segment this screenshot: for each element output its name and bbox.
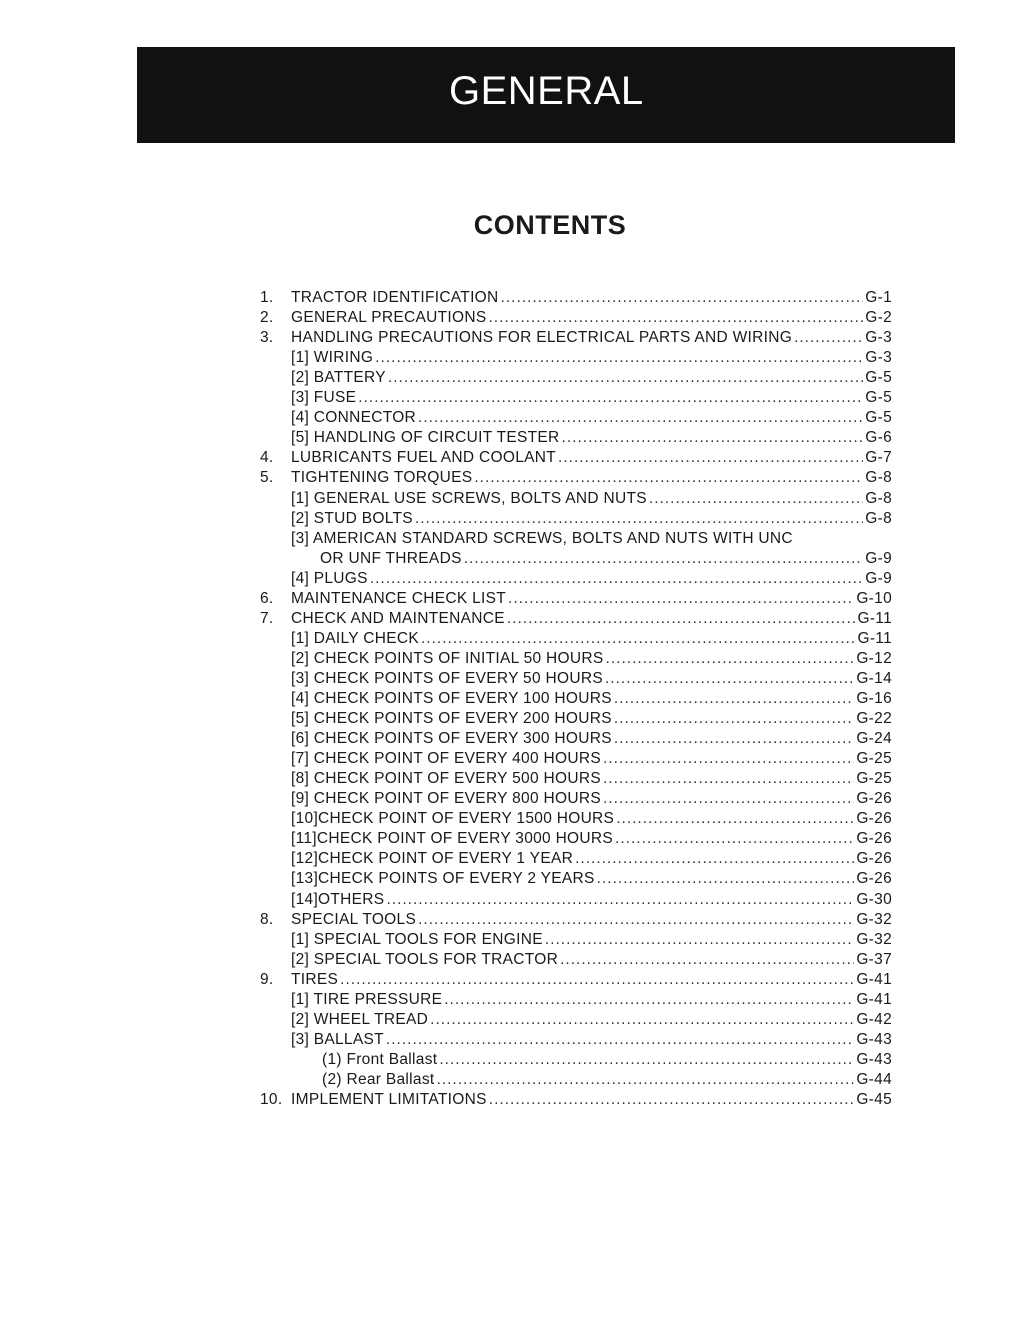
toc-entry-label: [10]CHECK POINT OF EVERY 1500 HOURS [291,810,615,828]
toc-leader-dots [489,1090,855,1110]
toc-entry-number: 3. [260,329,274,347]
toc-leader-dots [794,328,863,348]
toc-entry-label: [1] TIRE PRESSURE [291,990,443,1008]
contents-heading: CONTENTS [473,210,627,240]
toc-entry-label: TIGHTENING TORQUES [291,469,473,487]
toc-leader-dots [575,849,854,869]
toc-leader-dots [464,549,864,569]
toc-leader-dots [616,809,854,829]
toc-entry-page: G-26 [856,810,892,828]
toc-entry-page: G-26 [856,870,892,888]
toc-entry-label: [2] STUD BOLTS [291,509,413,527]
toc-entry-number: 9. [260,970,274,988]
toc-entry[interactable] [0,489,1024,509]
toc-entry-page: G-3 [865,349,892,367]
toc-leader-dots [603,789,854,809]
toc-leader-dots [606,649,855,669]
toc-entry-page: G-41 [856,990,892,1008]
toc-entry[interactable] [0,609,1024,629]
toc-entry[interactable] [0,308,1024,328]
toc-entry-page: G-43 [856,1030,892,1048]
toc-entry[interactable] [0,970,1024,990]
toc-leader-dots [444,990,854,1010]
toc-entry-page: G-1 [865,289,892,306]
toc-entry-label: SPECIAL TOOLS [291,910,417,928]
toc-entry-page: G-25 [856,750,892,768]
toc-leader-dots [388,368,863,388]
toc-entry[interactable] [0,1070,1024,1090]
toc-entry-label: IMPLEMENT LIMITATIONS [291,1091,487,1108]
toc-entry[interactable] [0,890,1024,910]
toc-entry-number: 6. [260,589,274,607]
toc-entry-label: [8] CHECK POINT OF EVERY 500 HOURS [291,770,601,788]
toc-entry[interactable] [0,328,1024,348]
toc-leader-dots [375,348,863,368]
toc-entry-label: [2] CHECK POINTS OF INITIAL 50 HOURS [291,649,604,667]
toc-entry[interactable] [0,829,1024,849]
toc-entry-page: G-22 [856,710,892,728]
toc-leader-dots [560,950,854,970]
toc-entry-label: [1] WIRING [291,349,374,367]
toc-entry-number: 10. [260,1091,283,1108]
toc-entry-page: G-6 [865,429,892,447]
toc-entry-label: [9] CHECK POINT OF EVERY 800 HOURS [291,790,601,808]
toc-entry[interactable] [0,468,1024,488]
toc-entry[interactable] [0,1050,1024,1070]
toc-entry[interactable] [0,910,1024,930]
toc-entry-page: G-3 [865,329,892,347]
toc-entry-label: (1) Front Ballast [322,1050,438,1068]
toc-leader-dots [507,609,856,629]
toc-entry-page: G-26 [856,830,892,848]
toc-entry-number: 7. [260,609,274,627]
toc-entry-number: 4. [260,449,274,467]
toc-leader-dots [597,869,855,889]
toc-entry[interactable] [0,849,1024,869]
toc-entry-label: [3] FUSE [291,389,357,407]
toc-entry-page: G-11 [857,629,892,647]
toc-entry-number: 5. [260,469,274,487]
toc-leader-dots [614,729,854,749]
toc-entry[interactable] [0,448,1024,468]
toc-leader-dots [474,468,863,488]
toc-entry-label: [3] BALLAST [291,1030,384,1048]
toc-leader-dots [418,910,854,930]
toc-entry-page: G-8 [865,509,892,527]
toc-entry-label: TRACTOR IDENTIFICATION [291,289,499,306]
toc-entry[interactable] [0,689,1024,709]
toc-entry-label: [13]CHECK POINTS OF EVERY 2 YEARS [291,870,595,888]
toc-entry-label: [3] AMERICAN STANDARD SCREWS, BOLTS AND NUTS WITH UNC [291,529,793,547]
toc-entry-page: G-32 [856,910,892,928]
toc-entry-label: [1] DAILY CHECK [291,629,419,647]
toc-entry-page: G-42 [856,1010,892,1028]
toc-entry-label: [6] CHECK POINTS OF EVERY 300 HOURS [291,730,612,748]
toc-leader-dots [603,749,854,769]
toc-entry[interactable] [0,769,1024,789]
toc-entry-page: G-26 [856,790,892,808]
toc-entry-label: MAINTENANCE CHECK LIST [291,589,507,607]
toc-entry-page: G-11 [857,609,892,627]
toc-entry-number: 2. [260,309,274,327]
toc-entry[interactable] [0,649,1024,669]
toc-entry-page: G-5 [865,369,892,387]
toc-leader-dots [436,1070,854,1090]
toc-leader-dots [558,448,863,468]
toc-entry-number: 1. [260,289,274,306]
toc-leader-dots [649,489,863,509]
toc-entry-page: G-24 [856,730,892,748]
toc-entry[interactable] [0,549,1024,569]
toc-leader-dots [386,890,854,910]
toc-entry-label: LUBRICANTS FUEL AND COOLANT [291,449,557,467]
toc-leader-dots [415,509,863,529]
toc-entry-page: G-8 [865,469,892,487]
section-banner [137,47,955,143]
toc-entry[interactable] [0,1030,1024,1050]
toc-entry-label: [5] CHECK POINTS OF EVERY 200 HOURS [291,710,612,728]
toc-entry-page: G-5 [865,409,892,427]
toc-entry[interactable] [0,509,1024,529]
toc-entry-label: [7] CHECK POINT OF EVERY 400 HOURS [291,750,601,768]
toc-leader-dots [615,829,854,849]
toc-entry-page: G-37 [856,950,892,968]
toc-entry-label: [2] SPECIAL TOOLS FOR TRACTOR [291,950,559,968]
toc-entry-label: GENERAL PRECAUTIONS [291,309,487,327]
toc-leader-dots [358,388,863,408]
toc-leader-dots [562,428,864,448]
toc-entry-label: (2) Rear Ballast [322,1070,435,1088]
toc-entry[interactable] [0,789,1024,809]
toc-entry-page: G-26 [856,850,892,868]
toc-entry[interactable] [0,388,1024,408]
section-title: GENERAL [449,69,644,113]
toc-leader-dots [340,970,854,990]
toc-entry[interactable] [0,709,1024,729]
toc-entry[interactable] [0,408,1024,428]
toc-entry-page: G-12 [856,649,892,667]
toc-leader-dots [603,769,854,789]
toc-leader-dots [605,669,854,689]
toc-entry-page: G-25 [856,770,892,788]
toc-entry[interactable] [0,990,1024,1010]
toc-entry-label: OR UNF THREADS [320,549,462,567]
toc-entry-number: 8. [260,910,274,928]
toc-entry-page: G-5 [865,389,892,407]
toc-leader-dots [439,1050,854,1070]
toc-entry-page: G-41 [856,970,892,988]
toc-entry[interactable] [0,869,1024,889]
toc-entry[interactable] [0,629,1024,649]
toc-leader-dots [370,569,863,589]
toc-entry[interactable] [0,529,1024,549]
toc-entry[interactable] [0,368,1024,388]
toc-entry[interactable] [0,749,1024,769]
toc-entry-page: G-2 [865,309,892,327]
toc-entry-page: G-30 [856,890,892,908]
toc-entry-label: [3] CHECK POINTS OF EVERY 50 HOURS [291,669,603,687]
toc-entry-page: G-32 [856,930,892,948]
toc-entry-label: [12]CHECK POINT OF EVERY 1 YEAR [291,850,574,868]
toc-leader-dots [488,308,863,328]
toc-entry-page: G-44 [856,1070,892,1088]
toc-entry[interactable] [0,428,1024,448]
toc-entry[interactable] [0,930,1024,950]
toc-entry-label: [4] CHECK POINTS OF EVERY 100 HOURS [291,690,612,707]
toc-entry-label: HANDLING PRECAUTIONS FOR ELECTRICAL PARTS AND WIRING [291,329,793,347]
toc-entry-label: [1] GENERAL USE SCREWS, BOLTS AND NUTS [291,489,647,507]
toc-entry-label: [14]OTHERS [291,890,385,908]
toc-entry-page: G-8 [865,489,892,507]
toc-entry-label: [4] PLUGS [291,569,368,587]
toc-entry[interactable] [0,589,1024,609]
toc-entry-page: G-14 [856,669,892,687]
toc-leader-dots [421,629,856,649]
toc-leader-dots [508,589,854,609]
toc-entry[interactable] [0,1090,1024,1110]
toc-entry-label: [11]CHECK POINT OF EVERY 3000 HOURS [291,830,614,848]
toc-entry-page: G-16 [856,690,892,707]
toc-entry[interactable] [0,669,1024,689]
toc-leader-dots [386,1030,854,1050]
toc-entry[interactable] [0,288,1024,308]
toc-leader-dots [430,1010,854,1030]
toc-entry-page: G-9 [865,549,892,567]
toc-entry-label: CHECK AND MAINTENANCE [291,609,505,627]
toc-entry-label: [2] BATTERY [291,369,386,387]
toc-entry-page: G-9 [865,569,892,587]
toc-entry[interactable] [0,729,1024,749]
toc-entry[interactable] [0,569,1024,589]
toc-entry[interactable] [0,348,1024,368]
toc-entry-page: G-10 [856,589,892,607]
toc-entry-label: [2] WHEEL TREAD [291,1010,429,1028]
toc-entry[interactable] [0,809,1024,829]
toc-entry-page: G-45 [856,1091,892,1108]
toc-entry-page: G-7 [865,449,892,467]
toc-entry-label: [1] SPECIAL TOOLS FOR ENGINE [291,930,543,948]
toc-entry-label: [5] HANDLING OF CIRCUIT TESTER [291,429,560,447]
toc-entry-label: TIRES [291,970,339,988]
toc-leader-dots [614,709,854,729]
toc-leader-dots [418,408,863,428]
toc-leader-dots [614,689,854,709]
toc-entry[interactable] [0,950,1024,970]
toc-entry-label: [4] CONNECTOR [291,409,417,427]
toc-leader-dots [501,288,864,308]
toc-entry-page: G-43 [856,1050,892,1068]
toc-entry[interactable] [0,1010,1024,1030]
toc-leader-dots [545,930,854,950]
